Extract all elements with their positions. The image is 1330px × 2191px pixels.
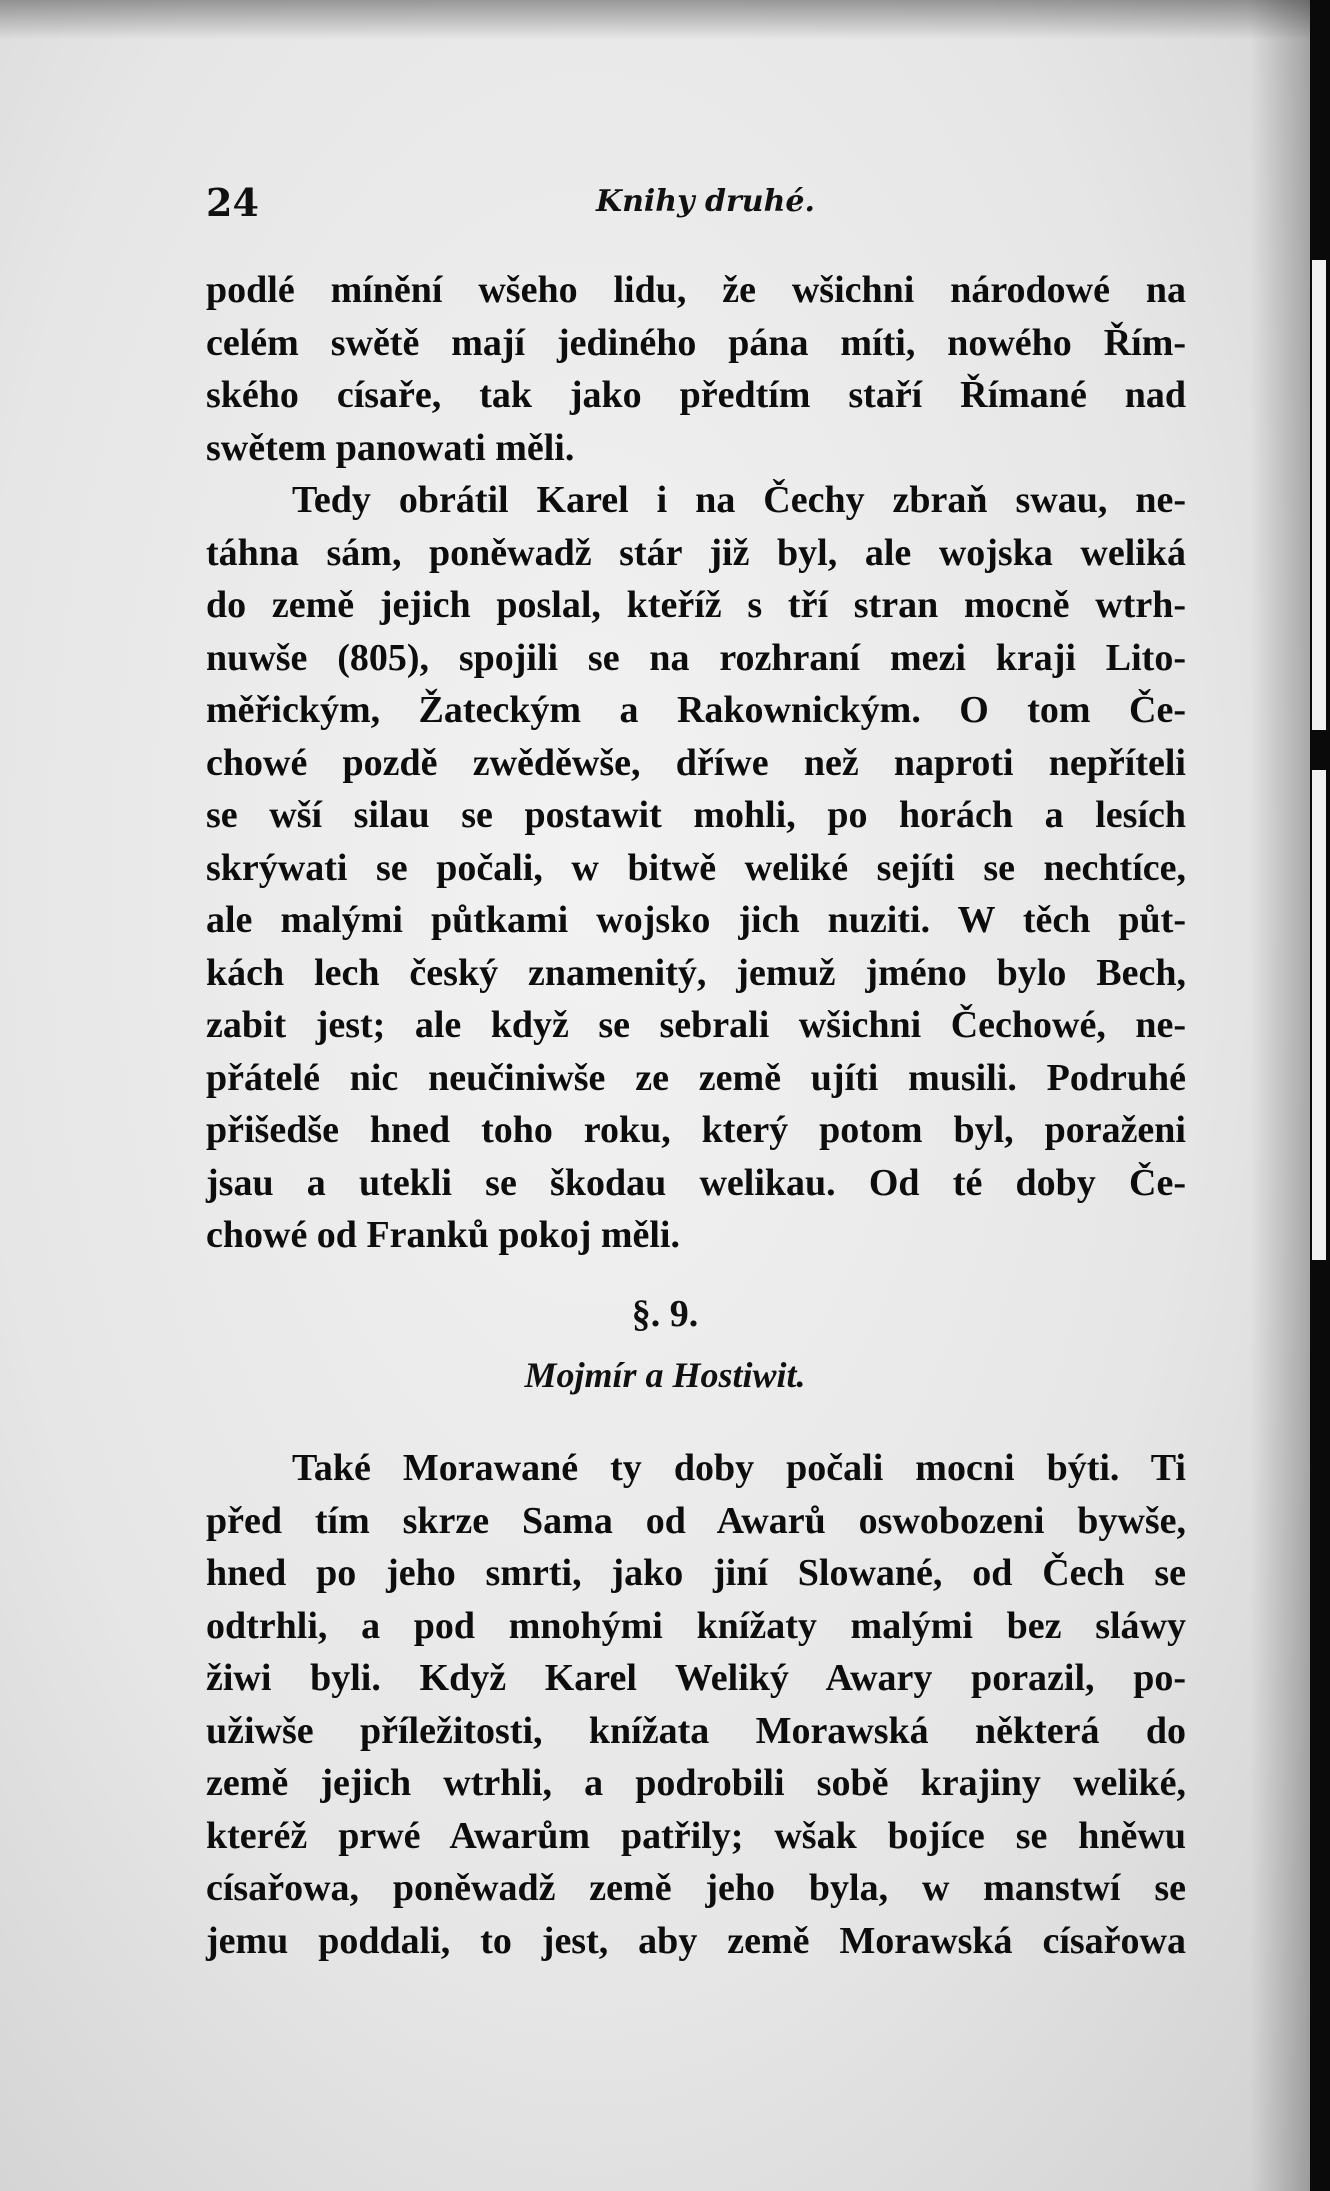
text-line: užiwše příležitosti, knížata Morawská některá do [206,1709,1186,1752]
section-number: §. 9. [631,1293,699,1335]
text-line: přátelé nic neučiniwše ze země ujíti musili. Podruhé [206,1056,1186,1099]
text-line: zabit jest; ale když se sebrali wšichni Čechowé, ne- [206,1004,1186,1046]
paragraph-continuation [206,264,1186,1262]
text-line: nuwše (805), spojili se na rozhraní mezi kraji Lito- [206,636,1186,679]
section-title: Mojmír a Hostiwit. [524,1355,806,1395]
text-line: císařowa, poněwadž země jeho byla, w manstwí se [206,1867,1186,1909]
text-line: jemu poddali, to jest, aby země Morawská císařowa [206,1919,1186,1962]
text-line: se wší silau se postawit mohli, po horách a lesích [206,794,1186,836]
text-line: měřickým, Žateckým a Rakownickým. O tom Če- [206,689,1186,731]
text-line: jsau a utekli se škodau welikau. Od té doby Če- [206,1161,1186,1204]
text-line: Také Morawané ty doby počali mocni býti. Ti [292,1447,1186,1489]
text-line: před tím skrze Sama od Awarů oswobozeni bywše, [206,1499,1186,1542]
text-line: táhna sám, poněwadž stár již byl, ale wojska weliká [206,531,1186,574]
page-header [206,180,1186,240]
edge-mark [1312,260,1326,730]
scan-shadow [0,0,1310,40]
text-line: žiwi byli. Když Karel Weliký Awary porazil, po- [206,1657,1186,1699]
text-line: skrýwati se počali, w bitwě weliké sejíti se nechtíce, [206,846,1186,889]
text-line: chowé pozdě zwěděwše, dříwe než naproti nepříteli [206,741,1186,784]
text-line: kách lech český znamenitý, jemuž jméno bylo Bech, [206,951,1186,994]
text-line: odtrhli, a pod mnohými knížaty malými bez sláwy [206,1604,1186,1647]
edge-mark [1312,770,1326,1260]
text-line: celém swětě mají jediného pána míti, nowého Řím- [206,321,1186,364]
text-line: kteréž prwé Awarům patřily; wšak bojíce se hněwu [206,1814,1186,1857]
text-line: podlé mínění wšeho lidu, že wšichni národowé na [206,269,1186,311]
paragraph-section-9 [206,1442,1186,1967]
running-head: Knihy druhé. [596,184,815,219]
text-line: ského císaře, tak jako předtím staří Římané nad [206,374,1186,416]
page-number: 24 [206,180,259,225]
text-line: země jejich wtrhli, a podrobili sobě krajiny weliké, [206,1762,1186,1804]
text-line: chowé od Franků pokoj měli. [206,1214,680,1256]
text-line: swětem panowati měli. [206,426,575,469]
text-line: přišedše hned toho roku, který potom byl, poraženi [206,1109,1186,1151]
text-line: ale malými půtkami wojsko jich nuziti. W těch půt- [206,899,1186,941]
text-line: hned po jeho smrti, jako jiní Slowané, od Čech se [206,1552,1186,1594]
page-edge [1310,0,1330,2191]
text-line: Tedy obrátil Karel i na Čechy zbraň swau, ne- [292,479,1186,521]
text-line: do země jejich poslal, kteříž s tří stran mocně wtrh- [206,584,1186,626]
